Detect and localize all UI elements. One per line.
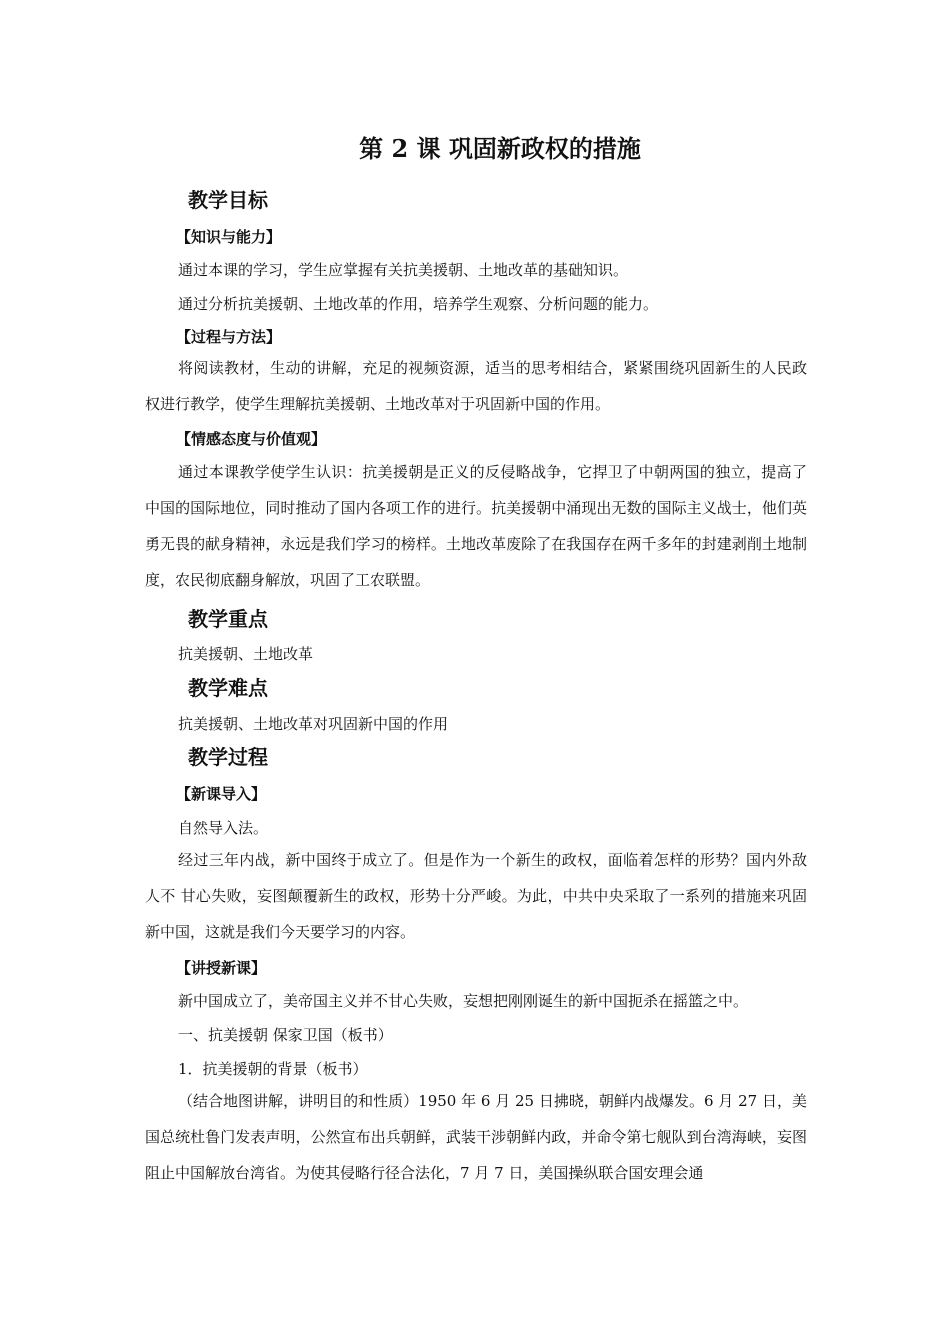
new-lesson-intro: 新中国成立了，美帝国主义并不甘心失败，妄想把刚刚诞生的新中国扼杀在摇篮之中。: [178, 992, 749, 1010]
heading-difficulties: 教学难点: [188, 676, 268, 700]
intro-paragraph: 经过三年内战，新中国终于成立了。但是作为一个新生的政权，面临着怎样的形势？国内外敌人不 甘心失败，妄图颠覆新生的政权，形势十分严峻。为此，中共中央采取了一系列的措施来巩固新中国，这就是我们今天要学习的内容。: [145, 851, 807, 941]
key-points-text: 抗美援朝、土地改革: [178, 645, 314, 663]
process-method-paragraph: 将阅读教材，生动的讲解，充足的视频资源，适当的思考相结合，紧紧围绕巩固新生的人民政权进行教学，使学生理解抗美援朝、土地改革对于巩固新中国的作用。: [145, 359, 807, 413]
intro-method-text: 自然导入法。: [178, 819, 269, 837]
background-paragraph: （结合地图讲解，讲明目的和性质）1950 年 6 月 25 日拂晓，朝鲜内战爆发。6 月 27 日，美国总统杜鲁门发表声明，公然宣布出兵朝鲜，武装干涉朝鲜内政，并命令第七舰队到台湾海峡，妄图阻止中国解放台湾省。为使其侵略行径合法化，7 月 7 日，美国操纵联合国安理会通: [145, 1092, 807, 1182]
section-one-heading: 一、抗美援朝 保家卫国（板书）: [178, 1026, 393, 1044]
knowledge-line-2: 通过分析抗美援朝、土地改革的作用，培养学生观察、分析问题的能力。: [178, 295, 659, 313]
document-title: 第 2 课 巩固新政权的措施: [359, 134, 641, 163]
heading-teaching-process: 教学过程: [188, 745, 268, 769]
difficulties-text: 抗美援朝、土地改革对巩固新中国的作用: [178, 715, 449, 733]
label-lesson-intro: 【新课导入】: [176, 785, 267, 803]
label-emotion-values: 【情感态度与价值观】: [176, 430, 327, 448]
heading-key-points: 教学重点: [188, 607, 268, 631]
heading-teaching-goals: 教学目标: [188, 188, 268, 212]
label-new-lesson: 【讲授新课】: [176, 959, 267, 977]
emotion-values-paragraph: 通过本课教学使学生认识：抗美援朝是正义的反侵略战争，它捍卫了中朝两国的独立，提高了中国的国际地位，同时推动了国内各项工作的进行。抗美援朝中涌现出无数的国际主义战士，他们英勇无畏的献身精神，永远是我们学习的榜样。土地改革废除了在我国存在两千多年的封建剥削土地制度，农民彻底翻身解放，巩固了工农联盟。: [145, 463, 807, 589]
label-knowledge-ability: 【知识与能力】: [176, 228, 282, 246]
subsection-one-heading: 1．抗美援朝的背景（板书）: [178, 1060, 368, 1078]
knowledge-line-1: 通过本课的学习，学生应掌握有关抗美援朝、土地改革的基础知识。: [178, 261, 629, 279]
label-process-method: 【过程与方法】: [176, 328, 282, 346]
